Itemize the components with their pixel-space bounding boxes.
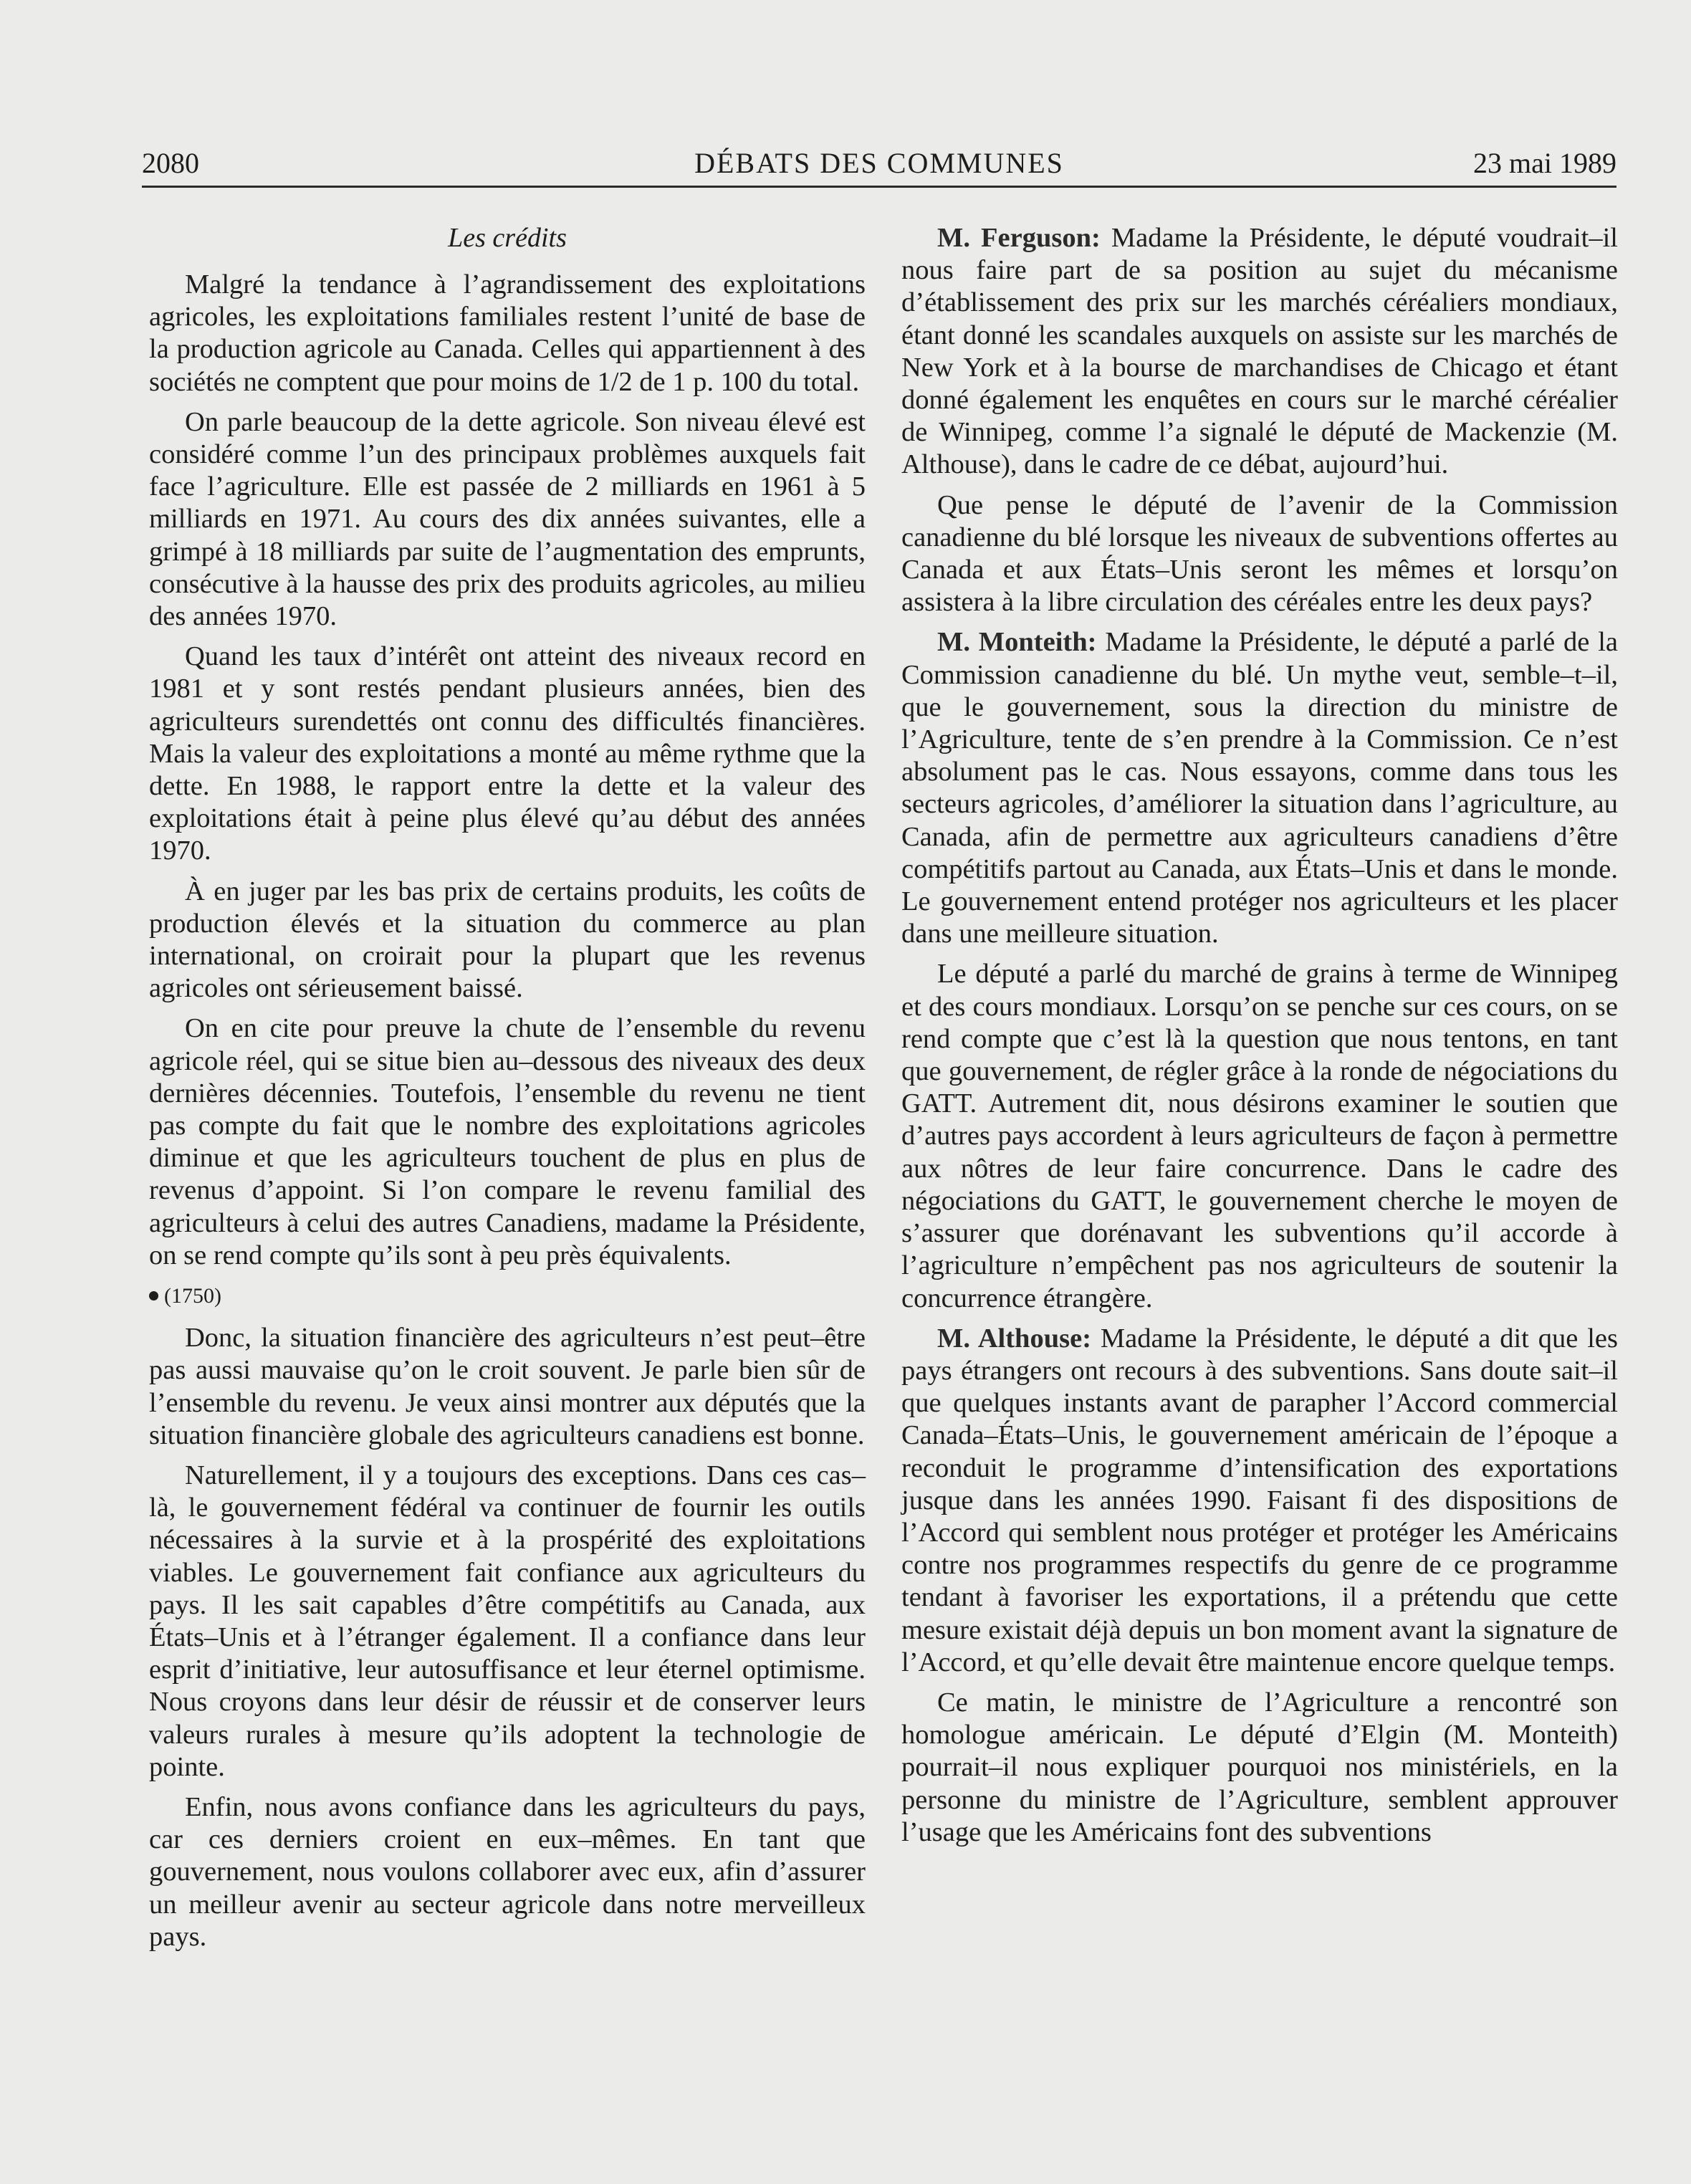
timestamp-marker: [149, 1280, 866, 1312]
publication-title: DÉBATS DES COMMUNES: [694, 147, 1064, 179]
speech-text: Madame la Présidente, le député a parlé de la Commission canadienne du blé. Un mythe veut, semble–t–il, que le gouvernement, sous la direction du ministre de l’Agriculture, tente de s’en prendre à la Commission. Ce n’est absolument pas le cas. Nous essayons, comme dans tous les secteurs agricoles, d’améliorer la situation dans l’agriculture, au Canada, afin de permettre aux agriculteurs canadiens d’être compétitifs partout au Canada, aux États–Unis et dans le monde. Le gouvernement entend protéger nos agriculteurs et les placer dans une meilleure situation.: [901, 627, 1619, 949]
paragraph: Donc, la situation financière des agriculteurs n’est peut–être pas aussi mauvaise qu’on le croit souvent. Je parle bien sûr de l’ensemble du revenu. Je veux ainsi montrer aux députés que la situation financière globale des agriculteurs canadiens est bonne.: [149, 1323, 866, 1450]
bullet-icon: [149, 1291, 158, 1301]
speech-text: Madame la Présidente, le député a dit que les pays étrangers ont recours à des subventions. Sans doute sait–il que quelques instants avant de parapher l’Accord commercial Canada–États–Unis, le gouvernement américain de l’époque a reconduit le programme d’intensification des exportations jusque dans les années 1990. Faisant fi des dispositions de l’Accord qui semblent nous protéger et protéger les Américains contre nos programmes respectifs du genre de ce programme tendant à favoriser les exportations, il a prétendu que cette mesure existait déjà depuis un bon moment avant la signature de l’Accord, et qu’elle devait être maintenue encore quelque temps.: [901, 1323, 1618, 1677]
paragraph: Malgré la tendance à l’agrandissement des exploitations agricoles, les exploitations familiales restent l’unité de base de la production agricole au Canada. Celles qui appartiennent à des sociétés ne comptent que pour moins de 1/2 de 1 p. 100 du total.: [149, 269, 866, 397]
speaker-name: M. Monteith:: [937, 627, 1097, 658]
speech-text: Madame la Présidente, le député voudrait–il nous faire part de sa position au sujet du mécanisme d’établissement des prix sur les marchés céréaliers mondiaux, étant donné les scandales auxquels on assiste sur les marchés de New York et à la bourse de marchandises de Chicago et étant donné également les enquêtes en cours sur le marché céréalier de Winnipeg, comme l’a signalé le député de Mackenzie (M. Althouse), dans le cadre de ce débat, aujourd’hui.: [901, 223, 1618, 480]
timestamp-text: (1750): [164, 1284, 221, 1308]
paragraph: Ce matin, le ministre de l’Agriculture a rencontré son homologue américain. Le député d’Elgin (M. Monteith) pourrait–il nous expliquer pourquoi nos ministériels, en la personne du ministre de l’Agriculture, semblent approuver l’usage que les Américains font des subventions: [901, 1687, 1618, 1847]
paragraph: On parle beaucoup de la dette agricole. Son niveau élevé est considéré comme l’un des principaux problèmes auxquels fait face l’agriculture. Elle est passée de 2 milliards en 1961 à 5 milliards en 1971. Au cours des dix années suivantes, elle a grimpé à 18 milliards par suite de l’augmentation des emprunts, consécutive à la hausse des prix des produits agricoles, au milieu des années 1970.: [149, 406, 866, 632]
page-header: [142, 142, 1616, 192]
left-column: [149, 222, 866, 1961]
page-date: 23 mai 1989: [1473, 147, 1616, 179]
paragraph: Naturellement, il y a toujours des exceptions. Dans ces cas–là, le gouvernement fédéral va continuer de fournir les outils nécessaires à la survie et à la prospérité des exploitations viables. Le gouvernement fait confiance aux agriculteurs du pays. Il les sait capables d’être compétitifs au Canada, aux États–Unis et à l’étranger également. Il a confiance dans leur esprit d’initiative, leur autosuffisance et leur éternel optimisme. Nous croyons dans leur désir de réussir et de conserver leurs valeurs rurales à mesure qu’ils adoptent la technologie de pointe.: [149, 1460, 866, 1782]
page-number: 2080: [142, 147, 199, 179]
speech-althouse: [901, 1323, 1618, 1679]
speech-monteith: [901, 626, 1618, 950]
header-divider: [142, 186, 1616, 188]
speaker-name: M. Althouse:: [937, 1323, 1092, 1354]
paragraph: Enfin, nous avons confiance dans les agriculteurs du pays, car ces derniers croient en eux–mêmes. En tant que gouvernement, nous voulons collaborer avec eux, afin d’assurer un meilleur avenir au secteur agricole dans notre merveilleux pays.: [149, 1791, 866, 1952]
speaker-name: M. Ferguson:: [937, 223, 1101, 253]
section-title: Les crédits: [448, 223, 567, 253]
paragraph: Le député a parlé du marché de grains à terme de Winnipeg et des cours mondiaux. Lorsqu’on se penche sur ces cours, on se rend compte que c’est là la question que nous tentons, en tant que gouvernement, de régler grâce à la ronde de négociations du GATT. Autrement dit, nous désirons examiner le soutien que d’autres pays accordent à leurs agriculteurs de façon à permettre aux nôtres de leur faire concurrence. Dans le cadre des négociations du GATT, le gouvernement cherche le moyen de s’assurer que dorénavant les subventions qu’il accorde à l’agriculture n’empêchent pas nos agriculteurs de soutenir la concurrence étrangère.: [901, 959, 1618, 1313]
paragraph: Quand les taux d’intérêt ont atteint des niveaux record en 1981 et y sont restés pendant plusieurs années, bien des agriculteurs surendettés ont connu des difficultés financières. Mais la valeur des exploitations a monté au même rythme que la dette. En 1988, le rapport entre la dette et la valeur des exploitations était à peine plus élevé qu’au début des années 1970.: [149, 641, 866, 866]
right-column: [901, 222, 1618, 1857]
paragraph: À en juger par les bas prix de certains produits, les coûts de production élevés et la situation du commerce au plan international, on croirait pour la plupart que les revenus agricoles ont sérieusement baissé.: [149, 876, 866, 1004]
paragraph: On en cite pour preuve la chute de l’ensemble du revenu agricole réel, qui se situe bien au–dessous des niveaux des deux dernières décennies. Toutefois, l’ensemble du revenu ne tient pas compte du fait que le nombre des exploitations agricoles diminue et que les agriculteurs touchent de plus en plus de revenus d’appoint. Si l’on compare le revenu familial des agriculteurs à celui des autres Canadiens, madame la Présidente, on se rend compte qu’ils sont à peu près équivalents.: [149, 1013, 866, 1270]
paragraph: Que pense le député de l’avenir de la Commission canadienne du blé lorsque les niveaux de subventions offertes au Canada et aux États–Unis seront les mêmes et lorsqu’on assistera à la libre circulation des céréales entre les deux pays?: [901, 489, 1618, 618]
speech-ferguson: [901, 222, 1618, 482]
